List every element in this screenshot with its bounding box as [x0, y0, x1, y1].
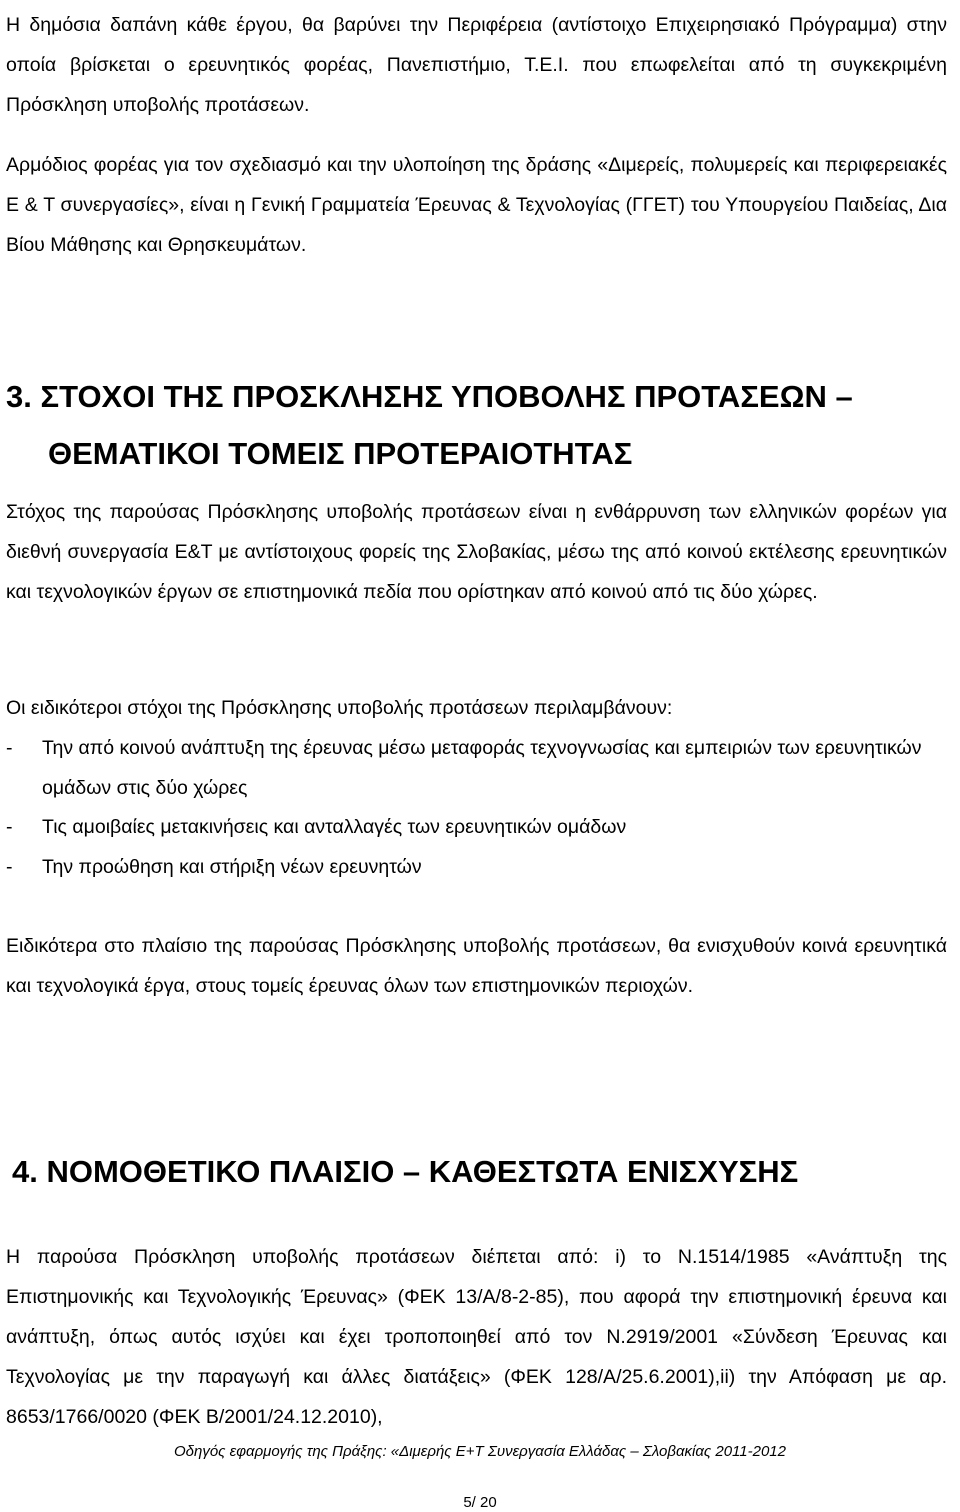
list-marker: -: [6, 816, 13, 838]
section-3-heading-line-1: 3. ΣΤΟΧΟΙ ΤΗΣ ΠΡΟΣΚΛΗΣΗΣ ΥΠΟΒΟΛΗΣ ΠΡΟΤΑΣΕΩΝ –: [6, 379, 853, 414]
section-3-heading-line-2: ΘΕΜΑΤΙΚΟΙ ΤΟΜΕΙΣ ΠΡΟΤΕΡΑΙΟΤΗΤΑΣ: [48, 436, 633, 471]
list-marker: -: [6, 737, 13, 759]
paragraph-specific-objectives-intro: Οι ειδικότεροι στόχοι της Πρόσκλησης υποβολής προτάσεων περιλαμβάνουν:: [6, 697, 673, 719]
list-item-text: Την προώθηση και στήριξη νέων ερευνητών: [42, 856, 422, 878]
paragraph-call-objective: Στόχος της παρούσας Πρόσκλησης υποβολής προτάσεων είναι η ενθάρρυνση των ελληνικών φορέων για διεθνή συνεργασία Ε&Τ με αντίστοιχους φορείς της Σλοβακίας, μέσω της από κοινού εκτέλεσης ερευνητικών και τεχνολογικών έργων σε επιστημονικά πεδία που ορίστηκαν από κοινού από τις δύο χώρες.: [6, 501, 947, 603]
list-marker: -: [6, 856, 13, 878]
paragraph-public-expenditure: Η δημόσια δαπάνη κάθε έργου, θα βαρύνει την Περιφέρεια (αντίστοιχο Επιχειρησιακό Πρόγραμμα) στην οποία βρίσκεται ο ερευνητικός φορέας, Πανεπιστήμιο, Τ.Ε.Ι. που επωφελείται από τη συγκεκριμένη Πρόσκληση υποβολής προτάσεων.: [6, 14, 947, 116]
paragraph-legal-framework: Η παρούσα Πρόσκληση υποβολής προτάσεων διέπεται από: i) το Ν.1514/1985 «Ανάπτυξη της Επιστημονικής και Τεχνολογικής Έρευνας» (ΦΕΚ 13/Α/8-2-85), που αφορά την επιστημονική έρευνα και ανάπτυξη, όπως αυτός ισχύει και έχει τροποποιηθεί από τον Ν.2919/2001 «Σύνδεση Έρευνας και Τεχνολογίας με την παραγωγή και άλλες διατάξεις» (ΦΕΚ 128/Α/25.6.2001),ii) την Απόφαση με αρ. 8653/1766/0020 (ΦΕΚ Β/2001/24.12.2010),: [6, 1246, 947, 1428]
list-item: [6, 847, 947, 887]
page-footer: Οδηγός εφαρμογής της Πράξης: «Διμερής Ε+Τ Συνεργασία Ελλάδας – Σλοβακίας 2011-2012: [174, 1443, 786, 1460]
paragraph-supported-projects: Ειδικότερα στο πλαίσιο της παρούσας Πρόσκλησης υποβολής προτάσεων, θα ενισχυθούν κοινά ερευνητικά και τεχνολογικά έργα, στους τομείς έρευνας όλων των επιστημονικών περιοχών.: [6, 935, 947, 997]
paragraph-responsible-body: Αρμόδιος φορέας για τον σχεδιασμό και την υλοποίηση της δράσης «Διμερείς, πολυμερείς και περιφερειακές Ε & Τ συνεργασίες», είναι η Γενική Γραμματεία Έρευνας & Τεχνολογίας (ΓΓΕΤ) του Υπουργείου Παιδείας, Δια Βίου Μάθησης και Θρησκευμάτων.: [6, 154, 947, 256]
section-4-heading: 4. ΝΟΜΟΘΕΤΙΚΟ ΠΛΑΙΣΙΟ – ΚΑΘΕΣΤΩΤΑ ΕΝΙΣΧΥΣΗΣ: [12, 1154, 799, 1189]
list-item-text: Την από κοινού ανάπτυξη της έρευνας μέσω μεταφοράς τεχνογνωσίας και εμπειριών των ερευνητικών ομάδων στις δύο χώρες: [42, 737, 922, 799]
list-item: [6, 807, 947, 847]
page-number: 5/ 20: [463, 1494, 497, 1511]
list-item-text: Τις αμοιβαίες μετακινήσεις και ανταλλαγές των ερευνητικών ομάδων: [42, 816, 627, 838]
list-item: [6, 728, 947, 808]
